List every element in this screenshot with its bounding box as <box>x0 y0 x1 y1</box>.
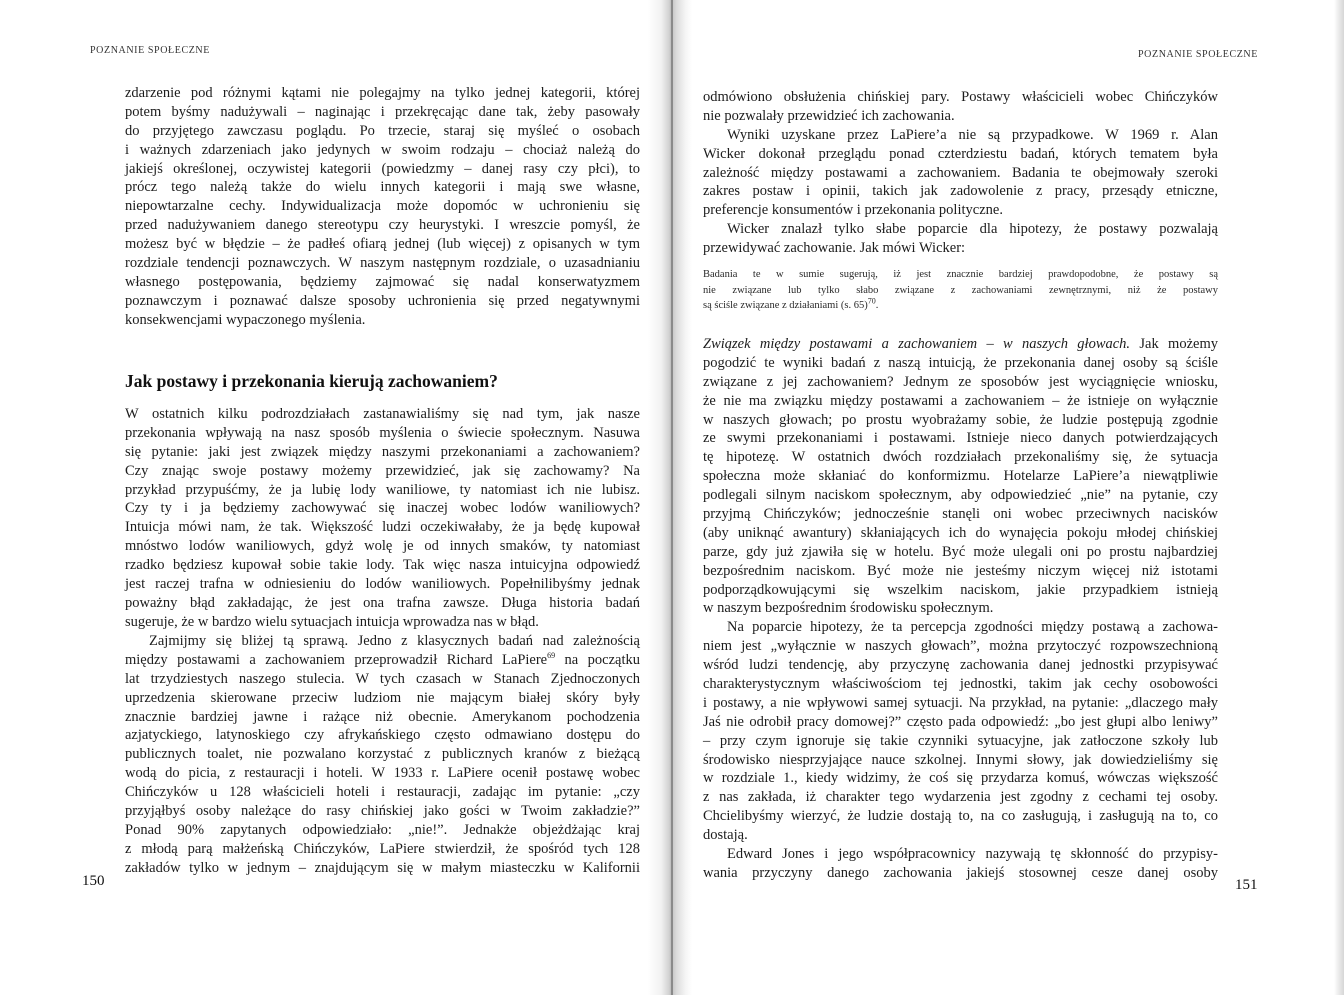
text-line: rozdziale tendencji poznawczych. W naszym następnym rozdziale, o uzasadnianiu <box>125 255 640 272</box>
text-line: Ponad 90% zapytanych odpowiedziało: „nie!”. Jednakże objeżdżając kraj <box>125 821 640 838</box>
text-line: Na poparcie hipotezy, że ta percepcja zgodności między postawą a zachowa- <box>727 619 1218 636</box>
page-edge-shadow <box>1334 0 1344 995</box>
text-line: poważny błąd zakładając, że jest ona trafna zawsze. Długa historia badań <box>125 594 640 611</box>
text-line: i ważnych zdarzeniach jako jedynych w swoim rodzaju – chociaż należą do <box>125 141 640 158</box>
text-line: potem byśmy nadużywali – naginając i przekręcając dane tak, żeby pasowały <box>125 103 640 120</box>
text-line: azjatyckiego, latynoskiego czy afrykańskiego często odmawiano dostępu do <box>125 727 640 744</box>
text-line: wodą do picia, z restauracji i hoteli. W 1933 r. LaPiere ocenił postawę wobec <box>125 765 640 782</box>
text-line: sugeruje, że w bardzo wielu sytuacjach intuicja wprowadza nas w błąd. <box>125 613 539 630</box>
text-line: podlegali silnym naciskom społecznym, aby odpowiedzieć „nie” na pytanie, czy <box>703 487 1218 504</box>
text-line: przykład przypuśćmy, że ja lubię lody waniliowe, ty natomiast ich nie lubisz. <box>125 481 640 498</box>
left-page-number: 150 <box>82 873 105 889</box>
text-line: środowisko niesprzyjające nauce szkolnej. Innymi słowy, jak dowiedzieliśmy się <box>703 751 1218 768</box>
text-line: Chińczyków u 128 właścicieli hoteli i restauracji, zadając im pytanie: „czy <box>125 784 640 801</box>
text-line: znacznie bardziej jawne i rażące niż obecnie. Amerykanom pochodzenia <box>125 708 640 725</box>
text-line: wania przyczyny danego zachowania jakiejś stosownej cesze danej osoby <box>703 864 1218 881</box>
text-line: się pytanie: jaki jest związek między naszymi przekonaniami a zachowaniem? <box>125 443 640 460</box>
text-line: niem jest „wyłącznie w naszych głowach”, można przytoczyć rozpowszechnioną <box>703 638 1218 655</box>
text-line: Jaś nie odrobił pracy domowej?” często pada odpowiedź: „bo jest głupi albo leniwy” <box>703 713 1218 730</box>
text-line: Związek między postawami a zachowaniem – w naszych głowach. Jak możemy <box>703 336 1218 352</box>
text-line: w rozdziale 1., kiedy widzimy, że coś się przydarza komuś, wówczas większość <box>703 770 1218 787</box>
text-line: przewidywać zachowanie. Jak mówi Wicker: <box>703 240 966 257</box>
text-line: tę hipotezę. W ostatnich dwóch rozdziałach przekonaliśmy się, że sytuacja <box>703 449 1218 466</box>
text-line: Czy ty i ja będziemy zachowywać się inaczej wobec lodów waniliowych? <box>125 500 640 517</box>
text-line: odmówiono obsłużenia chińskiej pary. Postawy właścicieli wobec Chińczyków <box>703 89 1218 105</box>
text-line: poznawczym i poznawać dalsze sposoby uchronienia się przed negatywnymi <box>125 292 640 309</box>
left-running-head: POZNANIE SPOŁECZNE <box>90 45 210 56</box>
text-line: wśród ludzi tendencję, aby przyczynę zachowania danej jednostki przypisywać <box>703 657 1218 674</box>
left-paragraph-lapiere <box>125 632 640 878</box>
text-line: mnóstwo lodów waniliowych, gdyż wolę je od innych smaków, ty natomiast <box>125 538 640 555</box>
text-line: nie pozwalały przewidzieć ich zachowania. <box>703 107 955 124</box>
text-line: związane z jej zachowaniem? Jednym ze sposobów jest wyciągnięcie wniosku, <box>703 373 1218 390</box>
text-line: przekonania wpływają na nasz sposób myślenia o świecie społecznym. Nasuwa <box>125 424 640 441</box>
text-line: że nie ma związku między postawami a zachowaniem – że istnieje on wyłącznie <box>703 392 1218 409</box>
text-line: Wyniki uzyskane przez LaPiere’a nie są przypadkowe. W 1969 r. Alan <box>727 126 1218 143</box>
text-line: między postawami a zachowaniem przeprowadził Richard LaPiere$^{69}$ na początku <box>125 651 640 668</box>
quote-line: są ściśle związane z działaniami (s. 65)$^{70}$. <box>703 296 879 311</box>
text-line: podporządkowującymi się wszelkim naciskom, jakie przypadkiem istnieją <box>703 581 1218 598</box>
left-body-paragraph <box>125 405 640 632</box>
text-line: Chcielibyśmy wierzyć, że ludzie dostają to, na co zasługują, i zasługują na to, co <box>703 808 1218 825</box>
text-line: Wicker znalazł tylko słabe poparcie dla hipotezy, że postawy pozwalają <box>727 221 1218 238</box>
text-line: niepowtarzalne cechy. Indywidualizacja może dopomóc w uchronieniu się <box>125 198 640 215</box>
text-line: – przy czym ignoruje się takie czynniki sytuacyjne, jak zatłoczone szkoły lub <box>703 732 1218 749</box>
text-line: preferencje konsumentów i przekonania polityczne. <box>703 202 1003 219</box>
text-line: dostają. <box>703 827 748 844</box>
text-line: jakiejś określonej, oczywistej kategorii (powiedzmy – danej rasy czy płci), to <box>125 160 640 177</box>
text-line: przed nadużywaniem danego stereotypu czy heurystyki. I wreszcie pomyśl, że <box>125 217 640 234</box>
text-line: do przyjętego zawczasu poglądu. Po trzecie, staraj się myśleć o osobach <box>125 122 640 139</box>
text-line: Intuicja mówi nam, że tak. Większość ludzi oczekiwałaby, że ja będę kupował <box>125 519 640 536</box>
text-line: konsekwencjami wypaczonego myślenia. <box>125 311 366 328</box>
text-line: lat trzydziestych naszego stulecia. W tych czasach w Stanach Zjednoczonych <box>125 670 640 687</box>
text-line: parze, gdy już zjawiła się w hotelu. Być może ulegali oni po prostu najbardziej <box>703 543 1218 560</box>
right-top-paragraphs <box>703 88 1218 258</box>
text-line: i postawy, a nie wpływowi samej sytuacji. Na przykład, na pytanie: „dlaczego mały <box>703 694 1218 711</box>
block-quote <box>703 267 1218 314</box>
text-line: pogodzić te wyniki badań z naszą intuicją, że przekonania danej osoby są ściśle <box>703 354 1218 371</box>
right-running-head: POZNANIE SPOŁECZNE <box>1138 49 1258 60</box>
book-spine-shadow <box>648 0 692 995</box>
text-line: z młodą parą małżeńską Chińczyków, LaPiere stwierdził, że spośród tych 128 <box>125 840 640 857</box>
text-line: Zajmijmy się bliżej tą sprawą. Jedno z klasycznych badań nad zależnością <box>149 633 640 649</box>
text-line: bezpośrednim naciskom. Być może nie jesteśmy niczym więcej niż istotami <box>703 562 1218 579</box>
quote-line: Badania te w sumie sugerują, iż jest znacznie bardziej prawdopodobne, że postawy są <box>703 269 1218 280</box>
text-line: Wicker dokonał przeglądu ponad czterdziestu badań, których tematem była <box>703 145 1218 162</box>
text-line: ze swymi przekonaniami i postawami. Istnieje nieco danych potwierdzających <box>703 430 1218 447</box>
text-line: rzadko będziesz kupował sobie takie lody. Tak więc nasza intuicyjna odpowiedź <box>125 557 640 574</box>
text-line: jest raczej trafna w odniesieniu do lodów waniliowych. Popełnilibyśmy jednak <box>125 576 640 593</box>
text-line: przyjmą Chińczyków; jednocześnie stanęli oni wobec przeciwnych nacisków <box>703 506 1218 523</box>
text-line: charakterystycznym właściwościom tej jednostki, takim jak cechy osobowości <box>703 676 1218 693</box>
text-line: przyjąłbyś osoby należące do rasy chińskiej jako gości w Twoim zakładzie?” <box>125 803 640 820</box>
text-line: w naszym bezpośrednim środowisku społecznym. <box>703 600 994 617</box>
footnote-ref: 69 <box>547 651 556 661</box>
text-line: w naszych głowach; po prostu wyobrażamy sobie, że ludzie postępują zgodnie <box>703 411 1218 428</box>
footnote-ref: 70 <box>867 296 876 306</box>
text-line: zależność między postawami a zachowaniem. Badania te obejmowały szeroki <box>703 164 1218 181</box>
text-line: z nas zakłada, iż charakter tego wydarzenia jest zgodny z cechami tej osoby. <box>703 789 1218 806</box>
text-line: W ostatnich kilku podrozdziałach zastanawialiśmy się nad tym, jak nasze <box>125 406 640 422</box>
text-line: zakres postaw i opinii, takich jak zadowolenie z pracy, przesądy etniczne, <box>703 183 1218 200</box>
text-line: uprzedzenia skierowane przeciw ludziom nie mającym białej skóry były <box>125 689 640 706</box>
text-line: prócz tego należą także do wielu innych kategorii i mają swe własne, <box>125 179 640 196</box>
text-line: własnego postępowania, będziemy zajmować się nadal konserwatyzmem <box>125 273 640 290</box>
section-heading: Jak postawy i przekonania kierują zachowaniem? <box>125 371 498 391</box>
book-gutter <box>671 0 673 995</box>
text-line: zakładów tylko w jednym – znajdującym się w małym miasteczku w Kalifornii <box>125 859 640 876</box>
text-line: publicznych toalet, nie pozwalano korzystać z publicznych kranów z bieżącą <box>125 746 640 763</box>
text-line: społeczna może skłaniać do konformizmu. Hotelarze LaPiere’a niewątpliwie <box>703 468 1218 485</box>
text-line: (aby uniknąć awantury) skłaniających ich do wynajęcia pokoju młodej chińskiej <box>703 524 1218 541</box>
text-line: zdarzenie pod różnymi kątami nie polegajmy na tylko jednej kategorii, której <box>125 85 640 101</box>
italic-lead-in: Związek między postawami a zachowaniem – w naszych głowach. <box>703 336 1131 352</box>
text-line: Edward Jones i jego współpracownicy nazywają tę skłonność do przypisy- <box>727 846 1218 863</box>
right-page-number: 151 <box>1235 877 1258 893</box>
text-line: możesz być w błędzie – że padłeś ofiarą jednej (lub więcej) z opisanych w tym <box>125 236 640 253</box>
text-line: Czy znając swoje postawy możemy przewidzieć, jak się zachowamy? Na <box>125 462 640 479</box>
quote-line: nie związane lub tylko słabo związane z zachowaniami zewnętrznymi, niż że postawy <box>703 284 1218 296</box>
right-body-section <box>703 335 1218 883</box>
left-top-paragraph <box>125 84 640 330</box>
